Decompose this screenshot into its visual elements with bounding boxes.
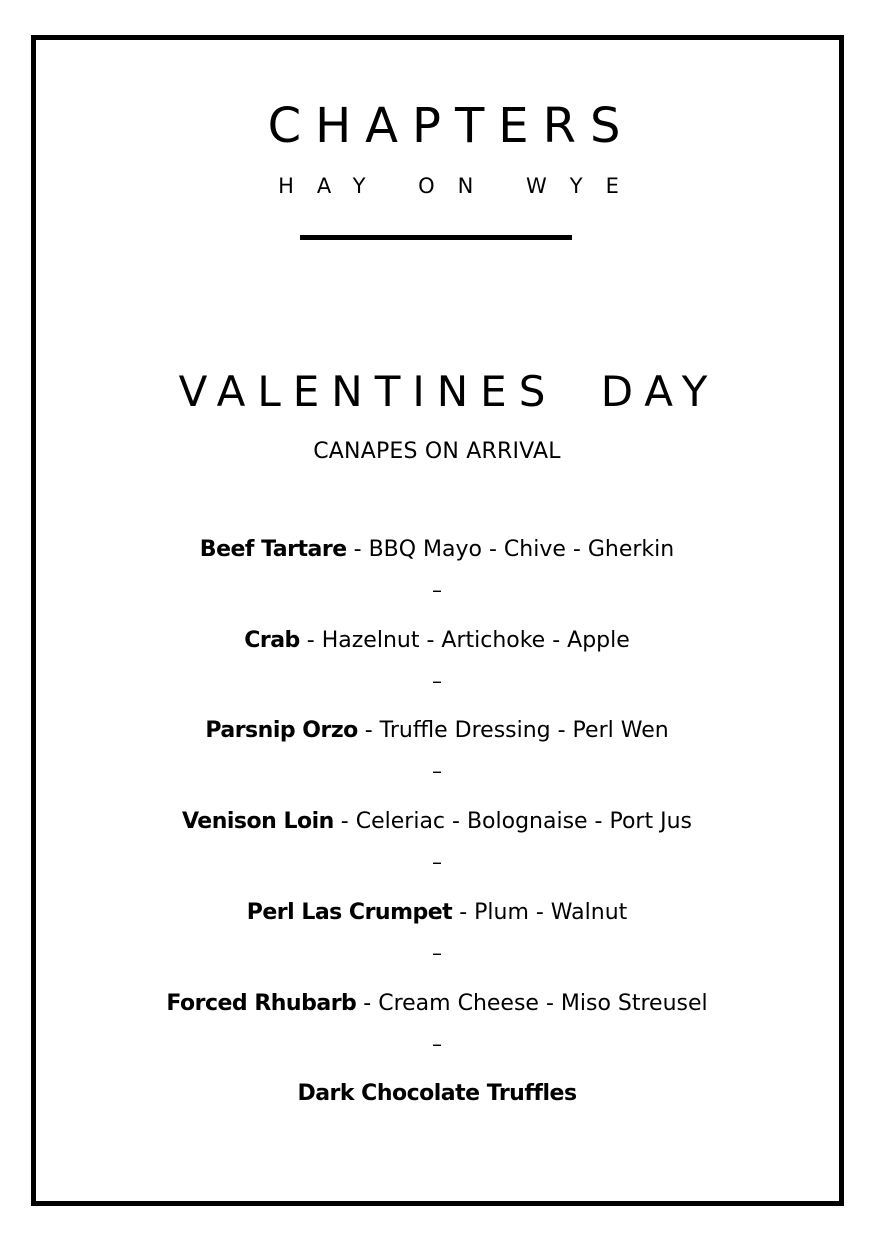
page-border xyxy=(31,35,844,1206)
course-name: Parsnip Orzo xyxy=(205,718,358,743)
brand-location: HAY ON WYE xyxy=(278,174,642,198)
course-detail: - Cream Cheese - Miso Streusel xyxy=(356,991,708,1016)
menu-course xyxy=(0,535,874,565)
course-separator: – xyxy=(432,759,442,783)
event-subtitle: CANAPES ON ARRIVAL xyxy=(313,439,561,464)
menu-course xyxy=(0,626,874,656)
menu-course xyxy=(0,716,874,746)
brand-name: CHAPTERS xyxy=(267,98,635,154)
course-name: Crab xyxy=(244,628,300,653)
course-name: Perl Las Crumpet xyxy=(246,900,453,925)
course-name: Beef Tartare xyxy=(199,537,347,562)
course-separator: – xyxy=(432,669,442,693)
course-detail: - BBQ Mayo - Chive - Gherkin xyxy=(346,537,675,562)
course-detail: - Hazelnut - Artichoke - Apple xyxy=(299,628,630,653)
menu-course xyxy=(0,989,874,1019)
course-separator: – xyxy=(432,1032,442,1056)
menu-course xyxy=(0,807,874,837)
event-title: VALENTINES DAY xyxy=(178,367,720,416)
course-detail: - Truffle Dressing - Perl Wen xyxy=(357,718,669,743)
course-separator: – xyxy=(432,578,442,602)
menu-course xyxy=(0,898,874,928)
menu-course xyxy=(0,1079,874,1109)
course-name: Dark Chocolate Truffles xyxy=(297,1081,577,1106)
course-detail: - Celeriac - Bolognaise - Port Jus xyxy=(333,809,692,834)
brand-divider xyxy=(300,235,572,240)
course-name: Venison Loin xyxy=(181,809,334,834)
course-separator: – xyxy=(432,850,442,874)
course-separator: – xyxy=(432,941,442,965)
course-detail: - Plum - Walnut xyxy=(452,900,628,925)
course-name: Forced Rhubarb xyxy=(166,991,357,1016)
